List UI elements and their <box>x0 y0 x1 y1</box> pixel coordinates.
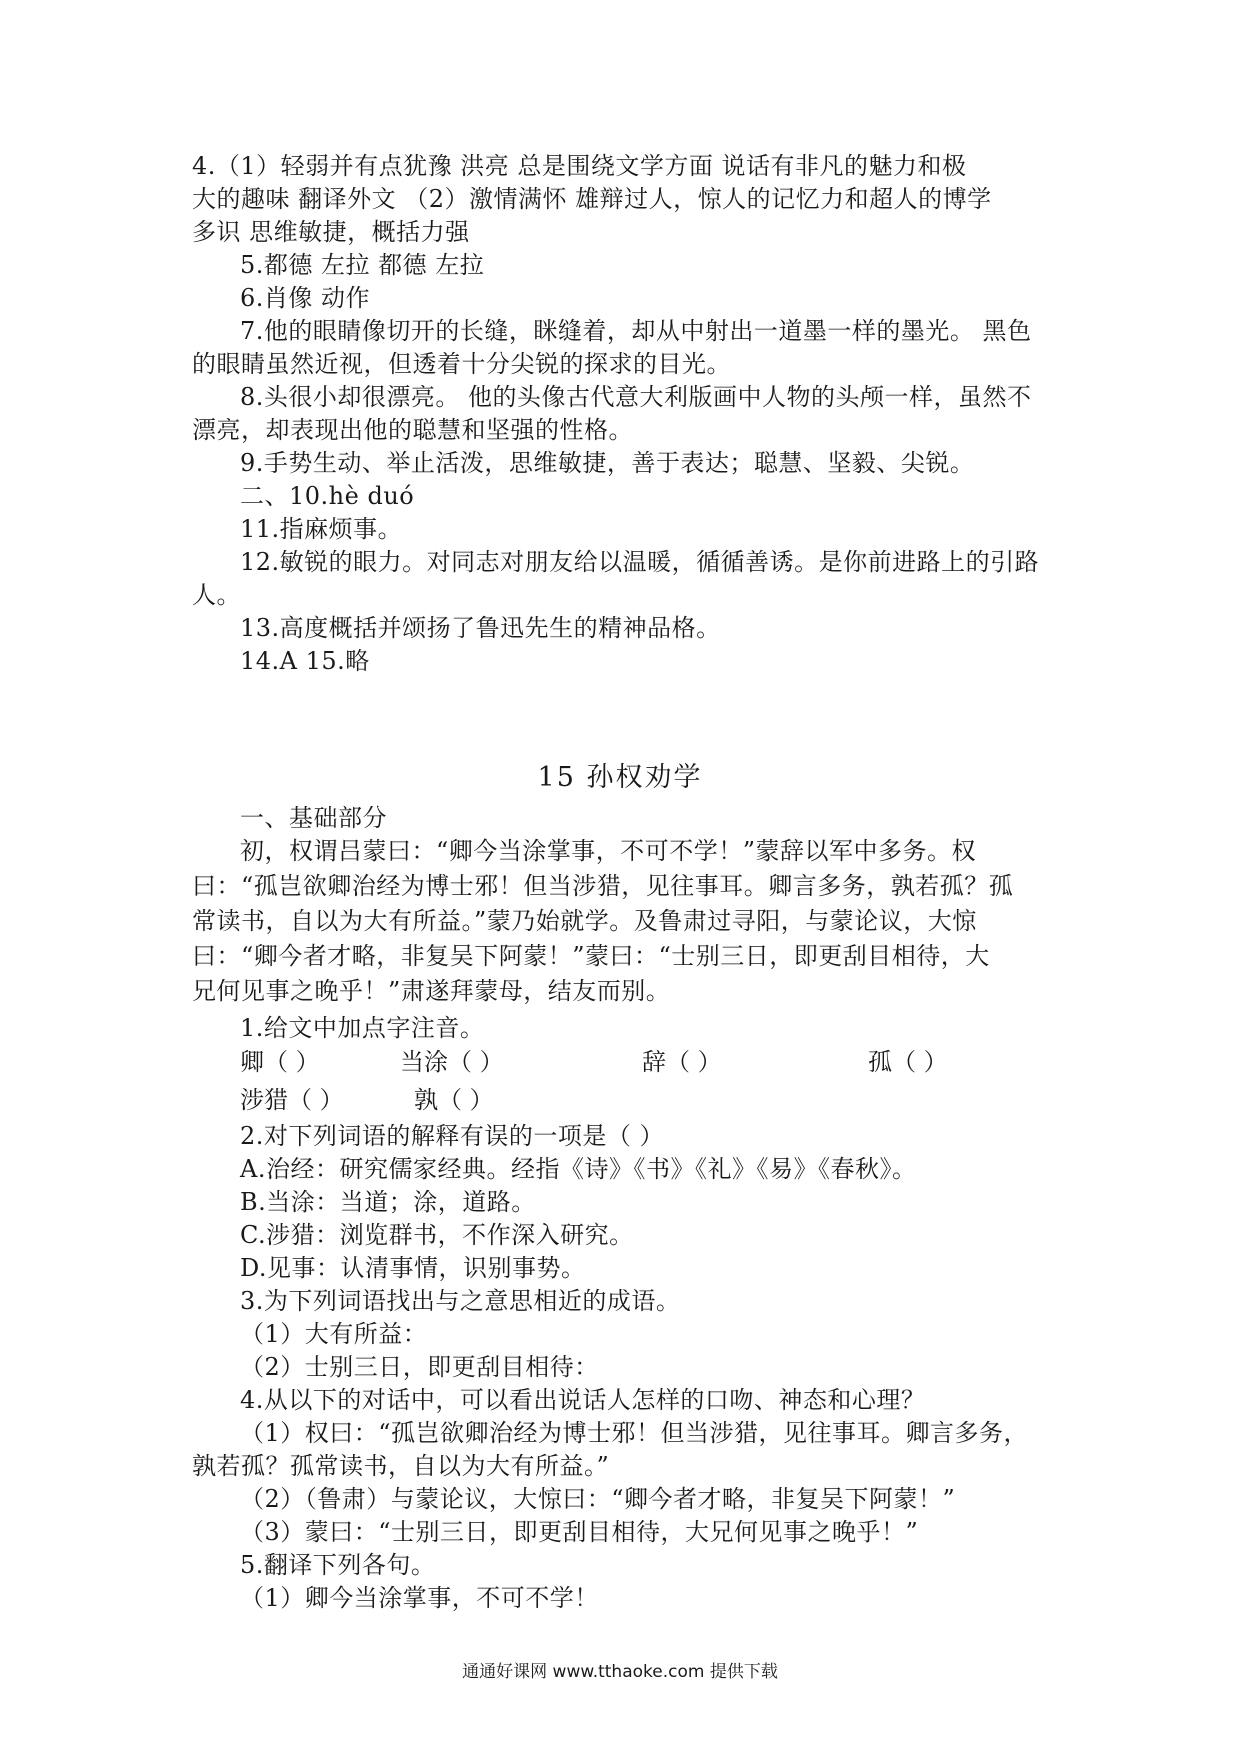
answer-9: 9.手势生动、举止活泼，思维敏捷，善于表达；聪慧、坚毅、尖锐。 <box>240 449 975 477</box>
q1-option-qing: 卿（ ） <box>240 1048 320 1076</box>
question-4-item-3: （3）蒙曰：“士别三日，即更刮目相待，大兄何见事之晚乎！” <box>240 1518 919 1546</box>
answer-11: 11.指麻烦事。 <box>240 515 403 543</box>
answer-4-line-3: 多识 思维敏捷，概括力强 <box>192 218 470 246</box>
answer-12-line-1: 12.敏锐的眼力。对同志对朋友给以温暖，循循善诱。是你前进路上的引路 <box>240 548 1040 576</box>
passage-line-5: 兄何见事之晚乎！”肃遂拜蒙母，结友而别。 <box>192 977 671 1005</box>
question-4-item-2: （2）（鲁肃）与蒙论议，大惊曰：“卿今者才略，非复吴下阿蒙！” <box>240 1485 956 1513</box>
passage-line-1: 初，权谓吕蒙曰：“卿今当涂掌事，不可不学！”蒙辞以军中多务。权 <box>240 837 977 865</box>
q1-option-ci: 辞（ ） <box>642 1048 722 1076</box>
answer-8-line-1: 8.头很小却很漂亮。 他的头像古代意大利版画中人物的头颅一样，虽然不 <box>240 383 1032 411</box>
q1-option-dangtu: 当涂（ ） <box>400 1048 504 1076</box>
q1-option-gu: 孤（ ） <box>868 1048 948 1076</box>
answer-4-line-2: 大的趣味 翻译外文 （2）激情满怀 雄辩过人，惊人的记忆力和超人的博学 <box>192 185 992 213</box>
question-4-item-1-line-1: （1）权曰：“孤岂欲卿治经为博士邪！但当涉猎，见往事耳。卿言多务， <box>240 1419 1029 1447</box>
question-3: 3.为下列词语找出与之意思相近的成语。 <box>240 1287 681 1315</box>
question-3-item-2: （2）士别三日，即更刮目相待： <box>240 1353 599 1381</box>
passage-line-3: 常读书，自以为大有所益。”蒙乃始就学。及鲁肃过寻阳，与蒙论议，大惊 <box>192 907 977 935</box>
question-2: 2.对下列词语的解释有误的一项是（ ） <box>240 1122 665 1150</box>
question-1: 1.给文中加点字注音。 <box>240 1014 485 1042</box>
footer-credit: 通通好课网 www.tthaoke.com 提供下载 <box>462 1662 778 1682</box>
answer-12-line-2: 人。 <box>192 581 241 609</box>
answer-14-15: 14.A 15.略 <box>240 647 370 675</box>
question-2-option-b: B.当涂：当道；涂，道路。 <box>240 1188 536 1216</box>
answer-7-line-1: 7.他的眼睛像切开的长缝，眯缝着，却从中射出一道墨一样的墨光。 黑色 <box>240 317 1032 345</box>
answer-13: 13.高度概括并颂扬了鲁迅先生的精神品格。 <box>240 614 721 642</box>
answer-7-line-2: 的眼睛虽然近视，但透着十分尖锐的探求的目光。 <box>192 350 731 378</box>
question-5: 5.翻译下列各句。 <box>240 1551 436 1579</box>
question-3-item-1: （1）大有所益： <box>240 1320 428 1348</box>
lesson-title: 15 孙权劝学 <box>537 762 703 793</box>
q1-option-shelie: 涉猎（ ） <box>240 1086 344 1114</box>
q1-option-shu: 孰（ ） <box>414 1086 494 1114</box>
passage-line-2: 曰：“孤岂欲卿治经为博士邪！但当涉猎，见往事耳。卿言多务，孰若孤？孤 <box>192 872 1014 900</box>
passage-line-4: 曰：“卿今者才略，非复吴下阿蒙！”蒙曰：“士别三日，即更刮目相待，大 <box>192 942 990 970</box>
question-2-option-c: C.涉猎：浏览群书，不作深入研究。 <box>240 1221 634 1249</box>
question-4-item-1-line-2: 孰若孤？孤常读书，自以为大有所益。” <box>192 1452 610 1480</box>
answer-10: 二、10.hè duó <box>240 482 415 510</box>
question-5-item-1: （1）卿今当涂掌事，不可不学！ <box>240 1584 599 1612</box>
answer-5: 5.都德 左拉 都德 左拉 <box>240 251 485 279</box>
question-2-option-a: A.治经：研究儒家经典。经指《诗》《书》《礼》《易》《春秋》。 <box>240 1155 917 1183</box>
answer-6: 6.肖像 动作 <box>240 284 371 312</box>
section-heading: 一、基础部分 <box>240 804 387 832</box>
question-2-option-d: D.见事：认清事情，识别事势。 <box>240 1254 586 1282</box>
answer-8-line-2: 漂亮，却表现出他的聪慧和坚强的性格。 <box>192 416 633 444</box>
question-4: 4.从以下的对话中，可以看出说话人怎样的口吻、神态和心理？ <box>240 1386 926 1414</box>
answer-4-line-1: 4.（1）轻弱并有点犹豫 洪亮 总是围绕文学方面 说话有非凡的魅力和极 <box>192 152 967 180</box>
